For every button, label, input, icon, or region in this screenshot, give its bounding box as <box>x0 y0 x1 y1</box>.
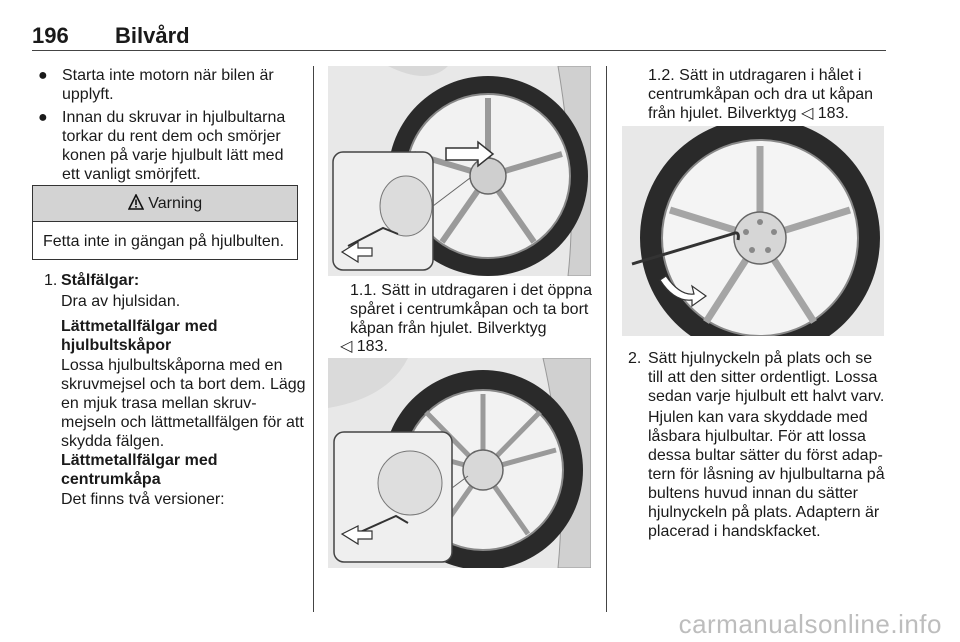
page-number: 196 <box>32 23 69 48</box>
figure-hubcap-removal-2 <box>328 358 591 568</box>
column-divider-left <box>313 66 314 612</box>
step-number: 1. <box>44 272 58 289</box>
step-text: Dra av hjulsidan. <box>61 293 181 310</box>
wheel-illustration <box>622 126 884 336</box>
bullet-item <box>38 66 298 106</box>
step-note: Hjulen kan vara skyddade med låsbara hjulbultar. För att lossa dessa bultar sätter du först adap-tern för låsning av hjulbultarna på bultens huvud innan du sätter hjulnyckeln på plats. Adaptern är placerad i handskfacket. <box>648 409 885 540</box>
subsection-title: Lättmetallfälgar med hjulbultskåpor <box>61 318 218 354</box>
page-reference <box>340 337 388 356</box>
subsection-text: Det finns två versioner: <box>61 491 225 508</box>
figure-caption-1 <box>350 281 596 338</box>
bullet-text: Starta inte motorn när bilen är upplyft. <box>62 67 274 103</box>
bullet-icon: ● <box>38 67 48 84</box>
step-number: 2. <box>628 350 642 367</box>
figure-hubcap-removal-1 <box>328 66 591 276</box>
bullet-icon: ● <box>38 109 48 126</box>
header-divider <box>32 50 886 51</box>
caption-text: Sätt in utdragaren i det öppna spåret i centrumkåpan och ta bort kåpan från hjulet. Bilverktyg <box>350 282 592 337</box>
reference-page: 183. <box>817 105 849 122</box>
warning-triangle-icon <box>128 194 144 210</box>
caption-number: 1.2. <box>648 67 675 84</box>
bullet-text: Innan du skruvar in hjulbultarna torkar du rent dem och smörjer konen på varje hjulbult lätt med ett vanligt smörjfett. <box>62 109 286 183</box>
caption-number: 1.1. <box>350 282 377 299</box>
step-text: Sätt hjulnyckeln på plats och se till att den sitter ordentligt. Lossa sedan varje hjulbult ett halvt varv. <box>648 350 885 405</box>
subsection-title: Lättmetallfälgar med centrumkåpa <box>61 452 218 488</box>
wheel-illustration <box>328 66 591 276</box>
reference-arrow-icon: ◁ <box>800 105 814 122</box>
page-title: Bilvård <box>115 23 190 48</box>
warning-text: Fetta inte in gängan på hjulbulten. <box>43 233 285 250</box>
figure-hubcap-removal-3 <box>622 126 884 336</box>
subsection-text: Lossa hjulbultskåporna med en skruvmejsel och ta bort dem. Lägg en mjuk trasa mellan skruv-mejseln och lättmetallfälgen för att skydda fälgen. <box>61 357 306 450</box>
wheel-illustration <box>328 358 591 568</box>
reference-page: 183. <box>356 338 388 355</box>
reference-arrow-icon: ◁ <box>340 338 353 355</box>
column-divider-right <box>606 66 607 612</box>
warning-header <box>33 186 297 222</box>
caption-text: Sätt in utdragaren i hålet i centrumkåpan och dra ut kåpan från hjulet. Bilverktyg <box>648 67 874 122</box>
figure-caption-2 <box>648 66 878 123</box>
warning-label: Varning <box>148 195 203 212</box>
watermark: carmanualsonline.info <box>678 609 942 639</box>
warning-box <box>32 185 298 260</box>
bullet-item <box>38 108 298 186</box>
step-title: Stålfälgar: <box>61 272 140 289</box>
